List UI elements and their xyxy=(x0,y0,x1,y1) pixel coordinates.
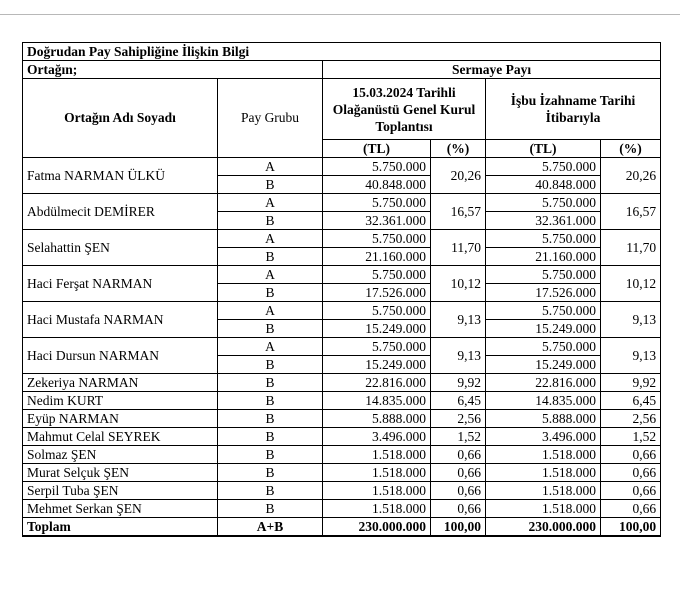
capital-tl-1: 5.750.000 xyxy=(323,302,431,320)
partner-name: Mahmut Celal SEYREK xyxy=(23,428,218,446)
partner-name: Fatma NARMAN ÜLKÜ xyxy=(23,158,218,194)
capital-pct-2: 10,12 xyxy=(601,266,661,302)
table-row xyxy=(23,194,661,212)
table-row xyxy=(23,410,661,428)
share-group: B xyxy=(218,410,323,428)
capital-tl-2: 5.750.000 xyxy=(486,230,601,248)
total-pct-2: 100,00 xyxy=(601,518,661,537)
header-group: Pay Grubu xyxy=(218,79,323,158)
partner-name: Haci Dursun NARMAN xyxy=(23,338,218,374)
header-tl-2: (TL) xyxy=(486,140,601,158)
capital-pct-1: 11,70 xyxy=(431,230,486,266)
capital-tl-2: 5.750.000 xyxy=(486,194,601,212)
capital-pct-1: 0,66 xyxy=(431,500,486,518)
share-group: B xyxy=(218,500,323,518)
table-row xyxy=(23,482,661,500)
capital-tl-1: 5.750.000 xyxy=(323,158,431,176)
table-row xyxy=(23,302,661,320)
total-row xyxy=(23,518,661,537)
share-group: A xyxy=(218,302,323,320)
capital-tl-1: 3.496.000 xyxy=(323,428,431,446)
capital-pct-2: 0,66 xyxy=(601,482,661,500)
capital-tl-1: 5.750.000 xyxy=(323,194,431,212)
share-group: B xyxy=(218,356,323,374)
share-group: B xyxy=(218,446,323,464)
capital-share-label: Sermaye Payı xyxy=(323,61,661,79)
partner-name: Serpil Tuba ŞEN xyxy=(23,482,218,500)
capital-tl-2: 17.526.000 xyxy=(486,284,601,302)
header-date2: İşbu İzahname Tarihi İtibarıyla xyxy=(486,79,661,140)
capital-pct-1: 9,13 xyxy=(431,338,486,374)
capital-tl-1: 22.816.000 xyxy=(323,374,431,392)
capital-pct-2: 6,45 xyxy=(601,392,661,410)
table-row xyxy=(23,374,661,392)
total-tl-1: 230.000.000 xyxy=(323,518,431,537)
capital-pct-1: 9,13 xyxy=(431,302,486,338)
share-group: A xyxy=(218,194,323,212)
share-group: B xyxy=(218,320,323,338)
total-pct-1: 100,00 xyxy=(431,518,486,537)
shareholding-table xyxy=(22,42,661,537)
capital-tl-2: 21.160.000 xyxy=(486,248,601,266)
capital-pct-1: 0,66 xyxy=(431,482,486,500)
capital-tl-1: 1.518.000 xyxy=(323,464,431,482)
capital-tl-2: 32.361.000 xyxy=(486,212,601,230)
capital-tl-2: 40.848.000 xyxy=(486,176,601,194)
capital-tl-1: 5.750.000 xyxy=(323,230,431,248)
share-group: A xyxy=(218,158,323,176)
partner-name: Mehmet Serkan ŞEN xyxy=(23,500,218,518)
table-row xyxy=(23,464,661,482)
partner-label: Ortağın; xyxy=(23,61,323,79)
table-row xyxy=(23,230,661,248)
capital-tl-1: 5.750.000 xyxy=(323,266,431,284)
capital-pct-1: 10,12 xyxy=(431,266,486,302)
partner-name: Eyüp NARMAN xyxy=(23,410,218,428)
capital-tl-2: 5.750.000 xyxy=(486,266,601,284)
table-row xyxy=(23,338,661,356)
capital-pct-2: 1,52 xyxy=(601,428,661,446)
capital-pct-1: 0,66 xyxy=(431,464,486,482)
capital-pct-1: 20,26 xyxy=(431,158,486,194)
capital-tl-2: 5.750.000 xyxy=(486,338,601,356)
capital-tl-2: 5.750.000 xyxy=(486,302,601,320)
partner-name: Abdülmecit DEMİRER xyxy=(23,194,218,230)
share-group: B xyxy=(218,212,323,230)
capital-pct-2: 11,70 xyxy=(601,230,661,266)
capital-tl-2: 15.249.000 xyxy=(486,320,601,338)
share-group: B xyxy=(218,464,323,482)
capital-tl-2: 3.496.000 xyxy=(486,428,601,446)
table-row xyxy=(23,266,661,284)
partner-name: Solmaz ŞEN xyxy=(23,446,218,464)
capital-pct-1: 6,45 xyxy=(431,392,486,410)
table-row xyxy=(23,446,661,464)
capital-tl-1: 15.249.000 xyxy=(323,356,431,374)
capital-tl-1: 32.361.000 xyxy=(323,212,431,230)
capital-tl-1: 14.835.000 xyxy=(323,392,431,410)
share-group: B xyxy=(218,482,323,500)
table-row xyxy=(23,392,661,410)
capital-tl-2: 14.835.000 xyxy=(486,392,601,410)
capital-pct-1: 16,57 xyxy=(431,194,486,230)
capital-tl-1: 21.160.000 xyxy=(323,248,431,266)
share-group: B xyxy=(218,248,323,266)
share-group: B xyxy=(218,392,323,410)
share-group: B xyxy=(218,284,323,302)
partner-name: Nedim KURT xyxy=(23,392,218,410)
capital-tl-2: 1.518.000 xyxy=(486,446,601,464)
capital-pct-2: 20,26 xyxy=(601,158,661,194)
capital-tl-2: 5.750.000 xyxy=(486,158,601,176)
share-group: B xyxy=(218,428,323,446)
capital-tl-2: 5.888.000 xyxy=(486,410,601,428)
capital-pct-2: 0,66 xyxy=(601,464,661,482)
total-tl-2: 230.000.000 xyxy=(486,518,601,537)
total-label: Toplam xyxy=(23,518,218,537)
header-date1: 15.03.2024 Tarihli Olağanüstü Genel Kurul Toplantısı xyxy=(323,79,486,140)
capital-tl-1: 15.249.000 xyxy=(323,320,431,338)
capital-pct-2: 9,13 xyxy=(601,302,661,338)
capital-pct-1: 1,52 xyxy=(431,428,486,446)
capital-pct-2: 2,56 xyxy=(601,410,661,428)
capital-pct-1: 2,56 xyxy=(431,410,486,428)
capital-tl-1: 1.518.000 xyxy=(323,482,431,500)
capital-tl-1: 40.848.000 xyxy=(323,176,431,194)
capital-pct-1: 9,92 xyxy=(431,374,486,392)
table-body xyxy=(23,43,661,537)
partner-name: Zekeriya NARMAN xyxy=(23,374,218,392)
header-pct-2: (%) xyxy=(601,140,661,158)
capital-tl-2: 15.249.000 xyxy=(486,356,601,374)
header-name: Ortağın Adı Soyadı xyxy=(23,79,218,158)
partner-name: Haci Mustafa NARMAN xyxy=(23,302,218,338)
table-title: Doğrudan Pay Sahipliğine İlişkin Bilgi xyxy=(23,43,661,61)
total-group: A+B xyxy=(218,518,323,537)
capital-tl-2: 22.816.000 xyxy=(486,374,601,392)
table-row xyxy=(23,158,661,176)
share-group: B xyxy=(218,374,323,392)
capital-pct-2: 16,57 xyxy=(601,194,661,230)
capital-tl-1: 5.750.000 xyxy=(323,338,431,356)
capital-tl-2: 1.518.000 xyxy=(486,482,601,500)
partner-name: Selahattin ŞEN xyxy=(23,230,218,266)
share-group: A xyxy=(218,230,323,248)
partner-name: Haci Ferşat NARMAN xyxy=(23,266,218,302)
capital-pct-2: 9,92 xyxy=(601,374,661,392)
header-pct-1: (%) xyxy=(431,140,486,158)
capital-pct-2: 9,13 xyxy=(601,338,661,374)
capital-tl-2: 1.518.000 xyxy=(486,464,601,482)
table-row xyxy=(23,500,661,518)
capital-pct-2: 0,66 xyxy=(601,500,661,518)
partner-name: Murat Selçuk ŞEN xyxy=(23,464,218,482)
capital-tl-1: 17.526.000 xyxy=(323,284,431,302)
capital-pct-2: 0,66 xyxy=(601,446,661,464)
header-tl-1: (TL) xyxy=(323,140,431,158)
capital-pct-1: 0,66 xyxy=(431,446,486,464)
capital-tl-1: 5.888.000 xyxy=(323,410,431,428)
share-group: A xyxy=(218,338,323,356)
share-group: B xyxy=(218,176,323,194)
capital-tl-2: 1.518.000 xyxy=(486,500,601,518)
table-row xyxy=(23,428,661,446)
capital-tl-1: 1.518.000 xyxy=(323,500,431,518)
share-group: A xyxy=(218,266,323,284)
page-top-rule xyxy=(0,14,680,15)
capital-tl-1: 1.518.000 xyxy=(323,446,431,464)
